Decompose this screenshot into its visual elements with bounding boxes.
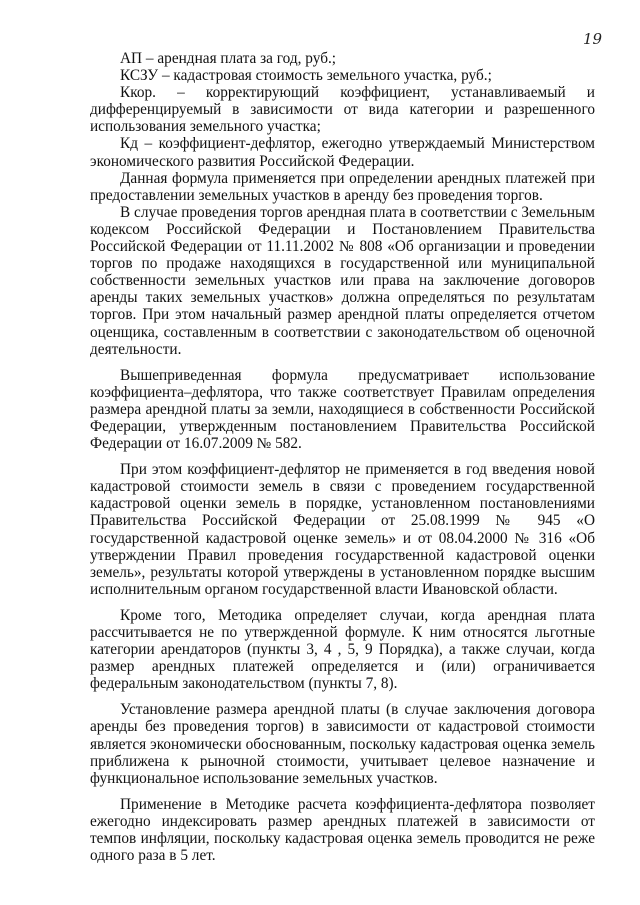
paragraph-deflator-rules: Вышеприведенная формула предусматривает использование коэффициента–дефлятора, что также соответствует Правилам определения размера арендной платы за земли, находящиеся в собственности Российской Федерации, утвержденным постановлением Правительства Российской Федерации от 16.07.2009 № 582. [90,366,595,453]
paragraph-auction-case: В случае проведения торгов арендная плата в соответствии с Земельным кодексом Российской Федерации и Постановлением Правительства Российской Федерации от 11.11.2002 № 808 «Об организации и проведении торгов по продаже находящихся в государственной или муниципальной собственности земельных участков или права на заключение договоров аренды таких земельных участков» должна определяться по результатам торгов. При этом начальный размер арендной платы определяется отчетом оценщика, составленным в соответствии с законодательством об оценочной деятельности. [90,203,595,358]
paragraph-definition-kd: Кд – коэффициент-дефлятор, ежегодно утверждаемый Министерством экономического развития Российской Федерации. [90,135,595,170]
paragraph-cadastral-basis: Установление размера арендной платы (в случае заключения договора аренды без проведения торгов) в зависимости от кадастровой стоимости является экономически обоснованным, поскольку кадастровая оценка земель приближена к рыночной стоимости, учитывает целевое назначение и функциональное использование земельных участков. [90,701,595,787]
paragraph-indexation: Применение в Методике расчета коэффициента-дефлятора позволяет ежегодно индексировать размер арендных платежей в зависимости от темпов инфляции, поскольку кадастровая оценка земель проводится не реже одного раза в 5 лет. [90,795,595,865]
paragraph-definition-kszu: КСЗУ – кадастровая стоимость земельного участка, руб.; [120,67,492,85]
paragraph-formula-application: Данная формула применяется при определении арендных платежей при предоставлении земельных участков в аренду без проведения торгов. [90,169,595,204]
paragraph-deflator-exception: При этом коэффициент-дефлятор не применяется в год введения новой кадастровой стоимости земель в связи с проведением государственной кадастровой оценки земель в порядке, установленном постановлениями Правительства Российской Федерации от 25.08.1999 № 945 «О государственной кадастровой оценке земель» и от 08.04.2000 № 316 «Об утверждении Правил проведения государственной кадастровой оценки земель», результаты которой утверждены в установленном порядке высшим исполнительным органом государственной власти Ивановской области. [90,461,595,598]
paragraph-definition-ap: АП – арендная плата за год, руб.; [120,50,337,67]
page-number: 19 [583,30,603,48]
paragraph-definition-kkor: Ккор. – корректирующий коэффициент, устанавливаемый и дифференцируемый в зависимости от вида категории и разрешенного использования земельного участка; [90,84,595,136]
document-body [90,50,595,864]
paragraph-special-cases: Кроме того, Методика определяет случаи, когда арендная плата рассчитывается не по утвержденной формуле. К ним относятся льготные категории арендаторов (пункты 3, 4 , 5, 9 Порядка), а также случаи, когда размер арендных платежей определяется и (или) ограничивается федеральным законодательством (пункты 7, 8). [90,606,595,693]
